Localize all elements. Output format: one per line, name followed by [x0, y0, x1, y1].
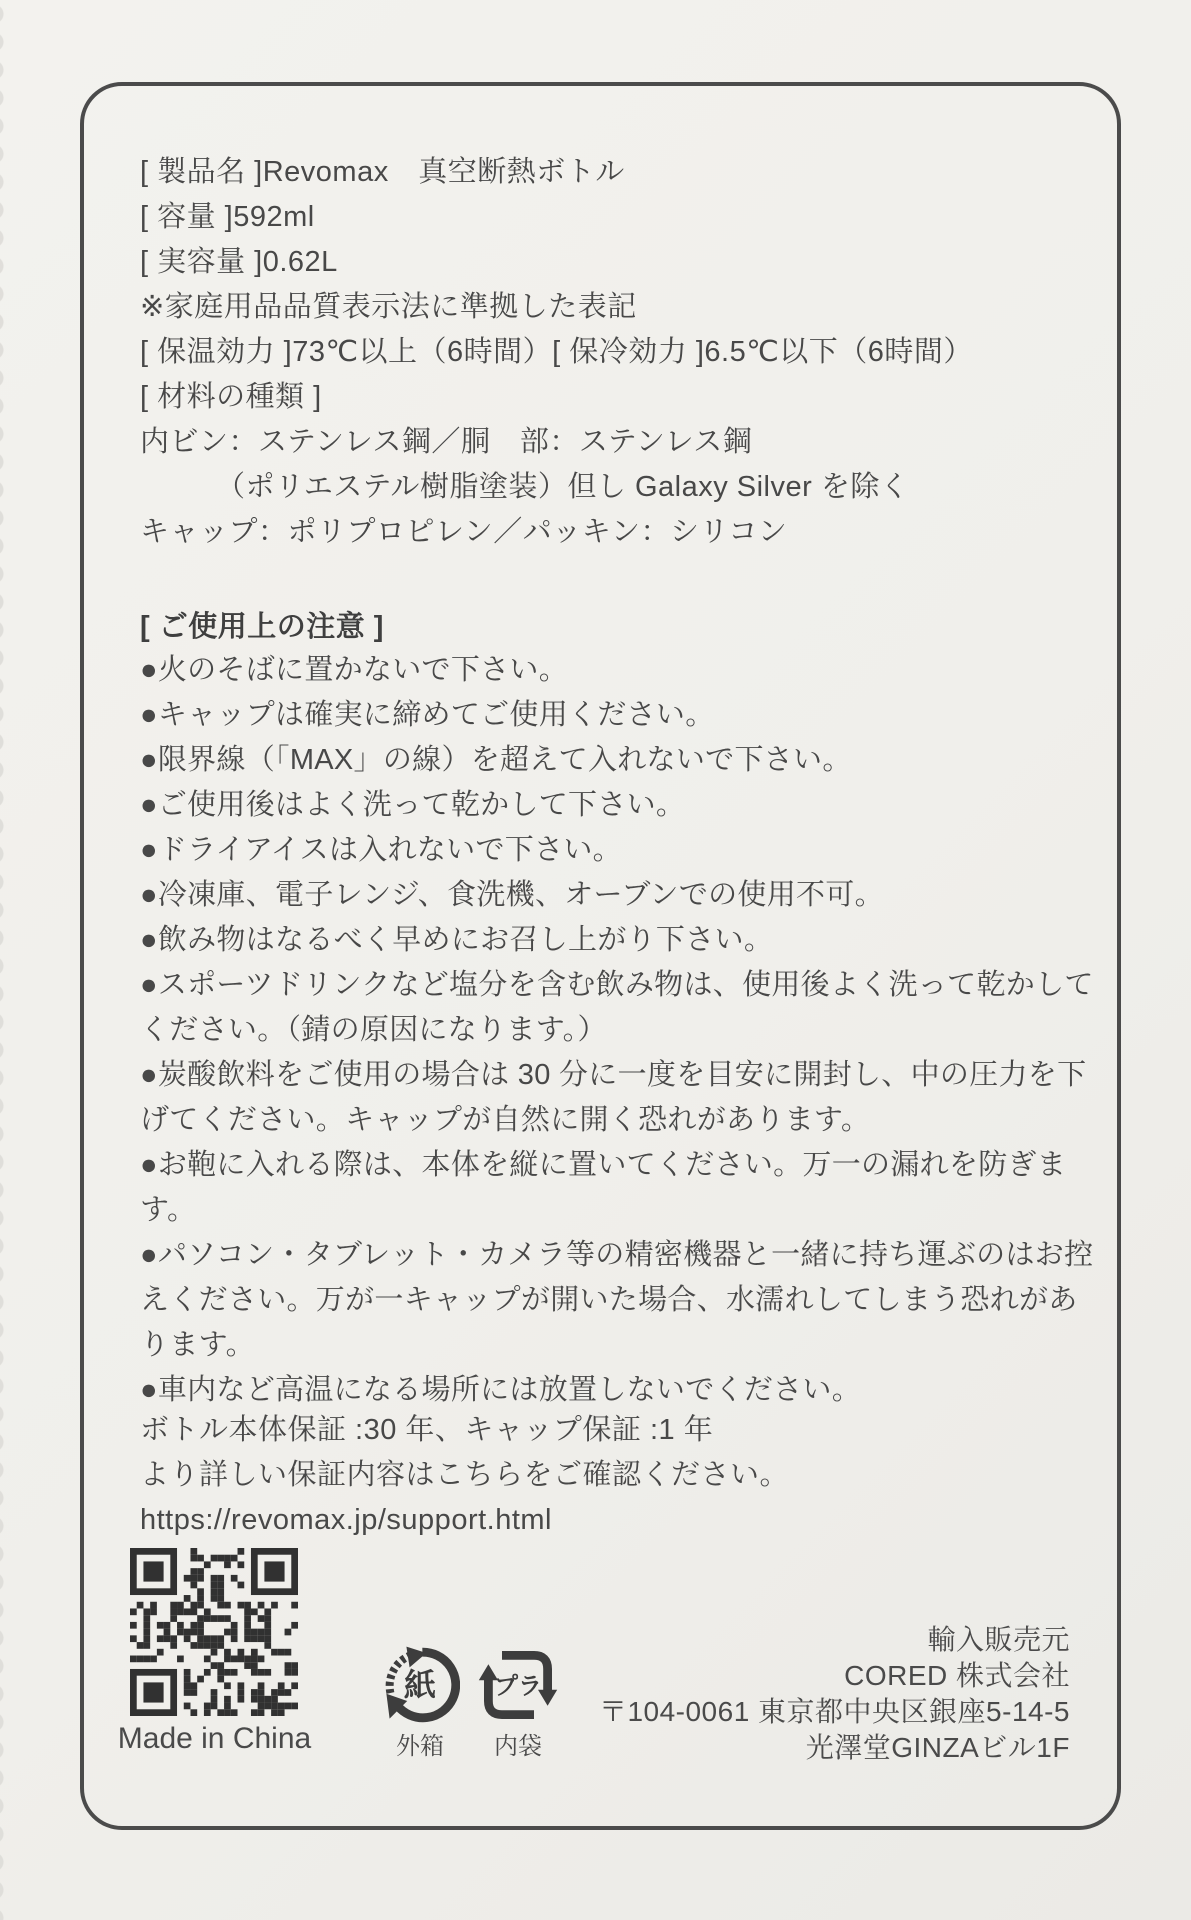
precaution-item: ●炭酸飲料をご使用の場合は 30 分に一度を目安に開封し、中の圧力を下げてください。キャップが自然に開く恐れがあります。 [140, 1059, 1087, 1136]
materials-body-line: 内ビン：ステンレス鋼／胴 部：ステンレス鋼 [140, 426, 753, 458]
warranty-block [140, 1408, 1100, 1543]
recycle-plastic-icon [478, 1645, 558, 1725]
labeling-law-note: ※家庭用品品質表示法に準拠した表記 [140, 291, 637, 323]
recycle-paper-icon [380, 1645, 460, 1725]
qr-code [130, 1548, 298, 1716]
precaution-item: ●限界線（「MAX」の線）を超えて入れないで下さい。 [140, 744, 852, 776]
materials-heading: [ 材料の種類 ] [140, 381, 322, 413]
precaution-item: ●ドライアイスは入れないで下さい。 [140, 834, 622, 866]
distributor-address1: 〒104-0061 東京都中央区銀座5-14-5 [598, 1696, 1070, 1727]
warranty-note: より詳しい保証内容はこちらをご確認ください。 [140, 1459, 790, 1491]
precautions-heading: [ ご使用上の注意 ] [140, 611, 384, 643]
precaution-item: ●飲み物はなるべく早めにお召し上がり下さい。 [140, 924, 774, 956]
precaution-item: ●冷凍庫、電子レンジ、食洗機、オーブンでの使用不可。 [140, 879, 884, 911]
precaution-item: ●火のそばに置かないで下さい。 [140, 654, 569, 686]
distributor-company: CORED 株式会社 [844, 1660, 1070, 1691]
actual-capacity-line: [ 実容量 ]0.62L [140, 246, 338, 278]
thermal-performance-line: [ 保温効力 ]73℃以上（6時間）[ 保冷効力 ]6.5℃以下（6時間） [140, 336, 973, 368]
materials-cap-line: キャップ：ポリプロピレン／パッキン：シリコン [140, 516, 788, 548]
recycle-plastic-label: 内袋 [494, 1733, 542, 1760]
precaution-item: ●車内など高温になる場所には放置しないでください。 [140, 1374, 862, 1406]
capacity-line: [ 容量 ]592ml [140, 201, 315, 233]
warranty-terms: ボトル本体保証 :30 年、キャップ保証 :1 年 [140, 1414, 714, 1446]
product-name-line: [ 製品名 ]Revomax 真空断熱ボトル [140, 156, 625, 188]
made-in-label: Made in China [117, 1722, 312, 1755]
paper-deckle-edge [0, 0, 12, 1920]
product-info-block [140, 150, 1100, 555]
precaution-item: ●パソコン・タブレット・カメラ等の精密機器と一緒に持ち運ぶのはお控えください。万が一キャップが開いた場合、水濡れしてしまう恐れがあります。 [140, 1239, 1094, 1361]
materials-coating-line: （ポリエステル樹脂塗装）但し Galaxy Silver を除く [216, 471, 910, 503]
distributor-block [599, 1622, 1070, 1766]
distributor-role: 輸入販売元 [927, 1624, 1070, 1655]
support-url: https://revomax.jp/support.html [140, 1504, 552, 1536]
precautions-list [140, 648, 1102, 1413]
precaution-item: ●キャップは確実に締めてご使用ください。 [140, 699, 715, 731]
svg-text:プラ: プラ [494, 1672, 542, 1700]
svg-text:紙: 紙 [403, 1667, 437, 1704]
precaution-item: ●お鞄に入れる際は、本体を縦に置いてください。万一の漏れを防ぎます。 [140, 1149, 1067, 1226]
precaution-item: ●スポーツドリンクなど塩分を含む飲み物は、使用後よく洗って乾かしてください。（錆の原因になります。） [140, 969, 1094, 1046]
recycle-paper-label: 外箱 [396, 1733, 444, 1760]
distributor-address2: 光澤堂GINZAビル1F [805, 1732, 1070, 1763]
precaution-item: ●ご使用後はよく洗って乾かして下さい。 [140, 789, 686, 821]
